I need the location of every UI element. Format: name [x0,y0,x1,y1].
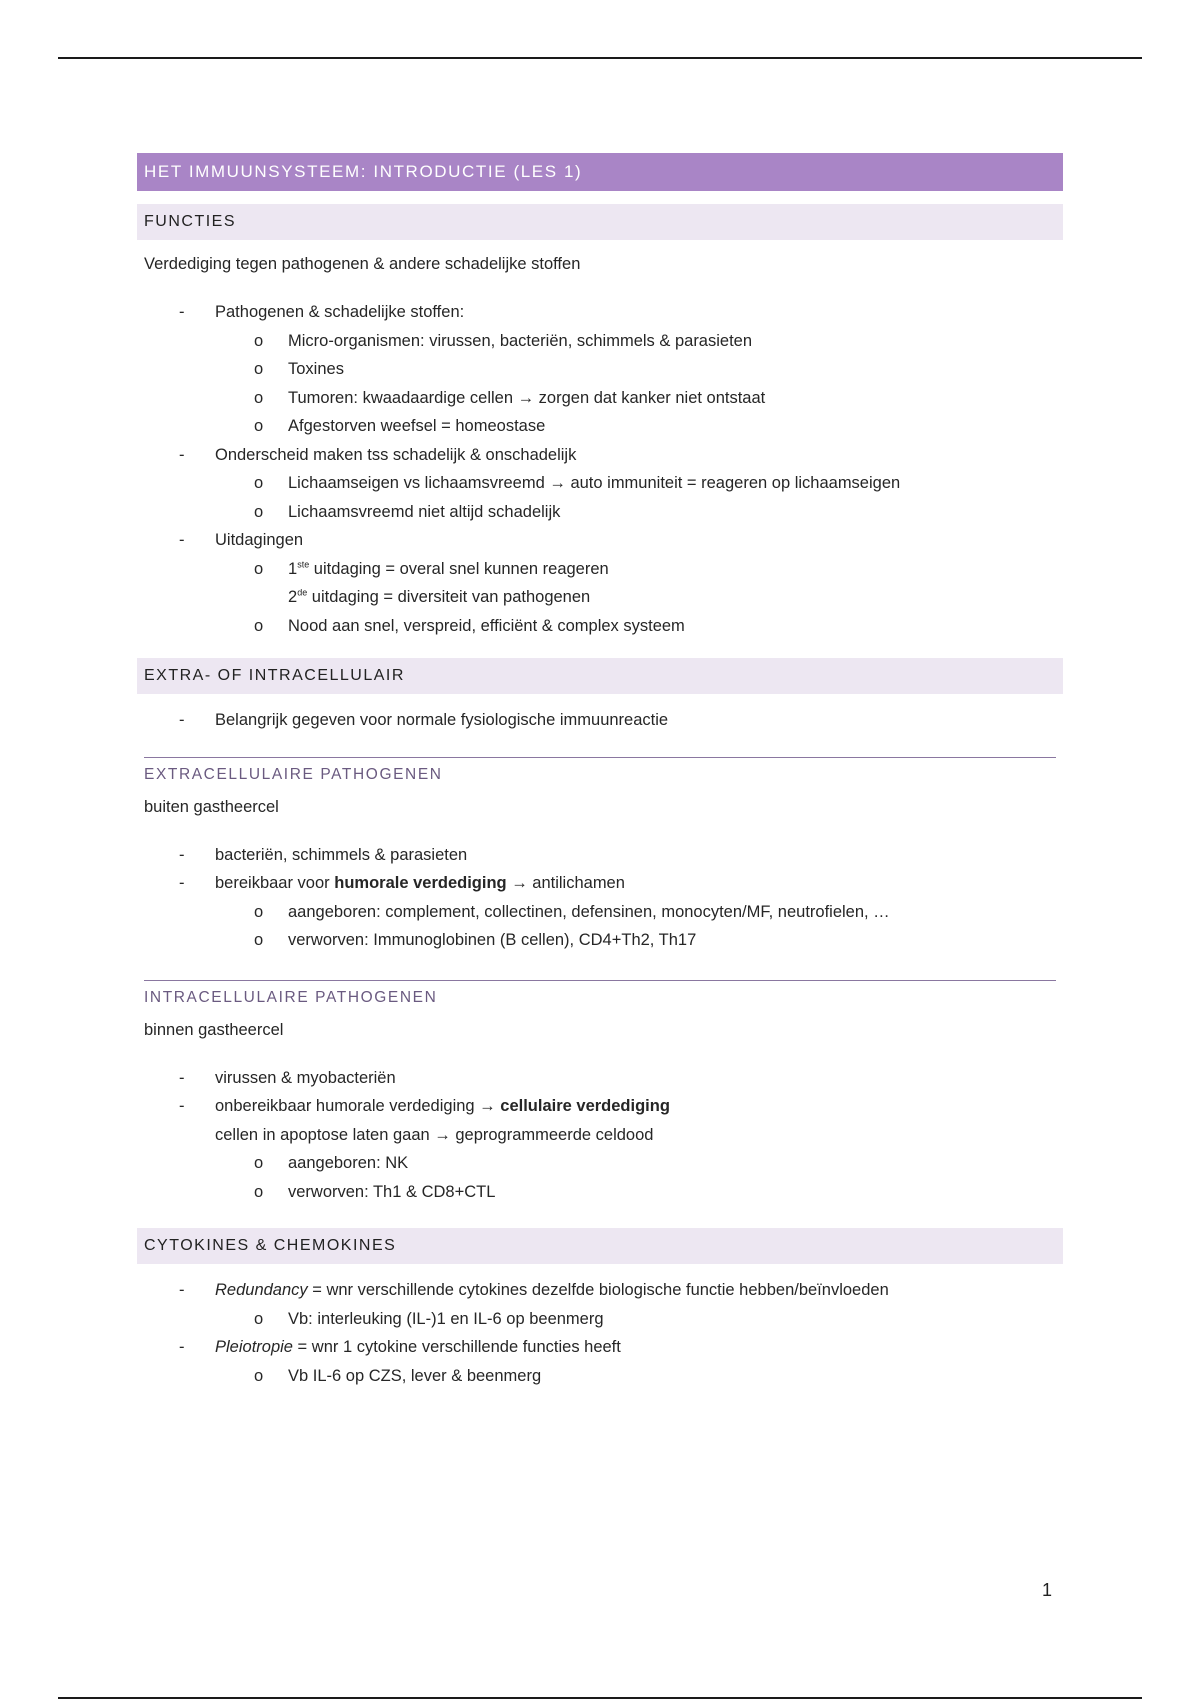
dash-bullet: - [179,531,185,549]
section-heading-extra-intra: EXTRA- OF INTRACELLULAIR [137,658,1063,694]
dash-bullet: - [179,845,185,864]
list-item: o aangeboren: complement, collectinen, defensinen, monocyten/MF, neutrofielen, … [137,898,1063,927]
list-item: o verworven: Immunoglobinen (B cellen), CD4+Th2, Th17 [137,926,1063,955]
list-item: - Pathogenen & schadelijke stoffen: [137,298,1063,327]
paragraph-intro: binnen gastheercel [144,1020,284,1039]
paragraph-intro: Verdediging tegen pathogenen & andere schadelijke stoffen [144,255,581,273]
document-body [137,153,1063,1390]
list-item: - Pleiotropie = wnr 1 cytokine verschillende functies heeft [137,1333,1063,1362]
subsection-heading-intracellulaire: INTRACELLULAIRE PATHOGENEN [144,980,1056,1009]
list-item: 2de uitdaging = diversiteit van pathogenen [288,587,591,606]
list-item: - Redundancy = wnr verschillende cytokines dezelfde biologische functie hebben/beïnvloeden [137,1276,1063,1305]
list-item: - bacteriën, schimmels & parasieten [137,841,1063,870]
subsection-heading-extracellulaire: EXTRACELLULAIRE PATHOGENEN [144,757,1056,786]
circle-bullet: o [254,1366,264,1385]
circle-bullet: o [254,931,264,949]
list-item: cellen in apoptose laten gaan → geprogrammeerde celdood [215,1125,654,1144]
dash-bullet: - [179,1338,185,1356]
circle-bullet: o [254,902,264,921]
list-item: o verworven: Th1 & CD8+CTL [137,1178,1063,1207]
circle-bullet: o [254,331,264,350]
list-item: o 1ste uitdaging = overal snel kunnen reageren [137,555,1063,584]
circle-bullet: o [254,559,264,578]
dash-bullet: - [179,711,185,729]
list-item: - virussen & myobacteriën [137,1064,1063,1093]
page-number: 1 [1042,1580,1053,1600]
list-item: o Nood aan snel, verspreid, efficiënt & complex systeem [137,612,1063,641]
dash-bullet: - [179,445,185,464]
circle-bullet: o [254,474,264,492]
circle-bullet: o [254,502,264,521]
list-item: o Micro-organismen: virussen, bacteriën, schimmels & parasieten [137,327,1063,356]
circle-bullet: o [254,388,264,407]
list-item: o aangeboren: NK [137,1149,1063,1178]
circle-bullet: o [254,1154,264,1172]
dash-bullet: - [179,874,185,892]
footer-rule [58,1697,1142,1699]
chapter-title: HET IMMUUNSYSTEEM: INTRODUCTIE (LES 1) [137,153,1063,191]
list-item: o Toxines [137,355,1063,384]
list-item: o Tumoren: kwaadaardige cellen → zorgen dat kanker niet ontstaat [137,384,1063,413]
list-item: o Vb IL-6 op CZS, lever & beenmerg [137,1362,1063,1391]
circle-bullet: o [254,1182,264,1201]
circle-bullet: o [254,360,264,378]
dash-bullet: - [179,1281,185,1299]
list-item: o Lichaamseigen vs lichaamsvreemd → auto immuniteit = reageren op lichaamseigen [137,469,1063,498]
circle-bullet: o [254,1309,264,1328]
list-item: - bereikbaar voor humorale verdediging → antilichamen [137,869,1063,898]
dash-bullet: - [179,1068,185,1087]
section-heading-cytokines: CYTOKINES & CHEMOKINES [137,1228,1063,1264]
list-item: - Uitdagingen [137,526,1063,555]
dash-bullet: - [179,303,185,321]
circle-bullet: o [254,417,264,435]
section-heading-functies: FUNCTIES [137,204,1063,240]
list-item: o Afgestorven weefsel = homeostase [137,412,1063,441]
list-item: - Belangrijk gegeven voor normale fysiologische immuunreactie [137,706,1063,735]
circle-bullet: o [254,616,264,635]
list-item: o Lichaamsvreemd niet altijd schadelijk [137,498,1063,527]
list-item: - Onderscheid maken tss schadelijk & onschadelijk [137,441,1063,470]
list-item: o Vb: interleuking (IL-)1 en IL-6 op beenmerg [137,1305,1063,1334]
dash-bullet: - [179,1097,185,1115]
paragraph-intro: buiten gastheercel [144,797,279,816]
header-rule [58,57,1142,59]
list-item: - onbereikbaar humorale verdediging → cellulaire verdediging [137,1092,1063,1121]
